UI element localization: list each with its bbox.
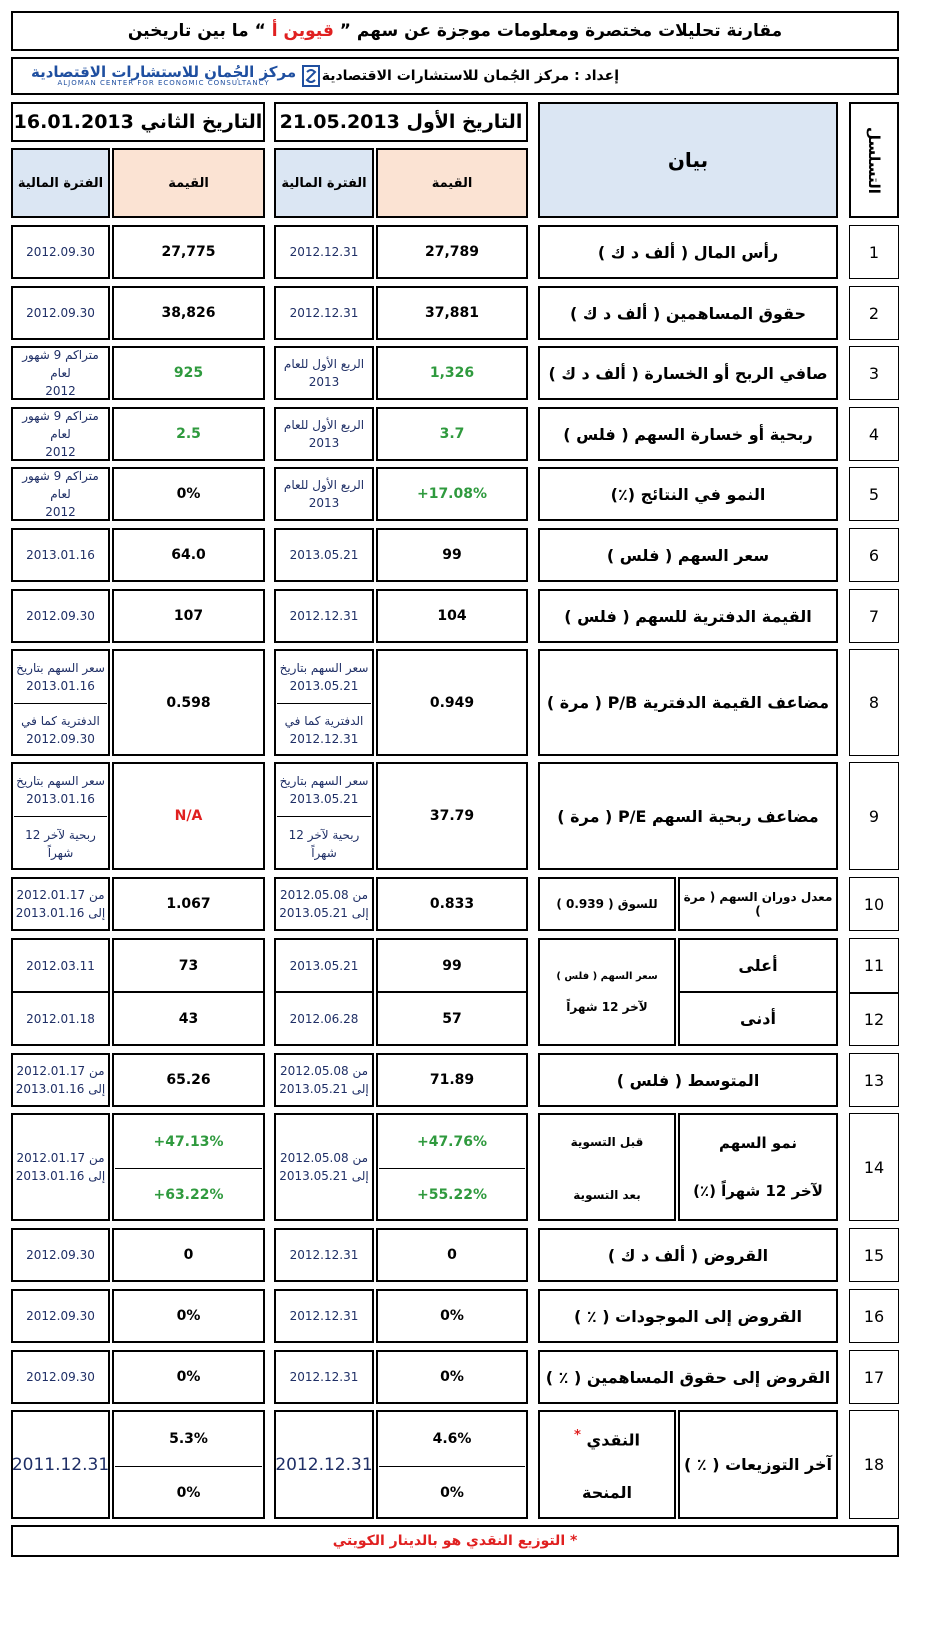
row-10-sub: للسوق ( 0.939 ) (538, 877, 676, 931)
cash-label: النقدي (586, 1430, 640, 1450)
row-10-value-1: 0.833 (376, 877, 528, 931)
row-6-value-1: 99 (376, 528, 528, 582)
row-3-label: صافي الربح أو الخسارة ( ألف د ك ) (538, 346, 838, 400)
row-16-period-1: 2012.12.31 (274, 1289, 374, 1343)
row-15-number: 15 (849, 1228, 899, 1282)
row-9-value-2: N/A (112, 762, 265, 870)
logo-english: ALJOMAN CENTER FOR ECONOMIC CONSULTANCY (57, 79, 270, 87)
row-7-value-2: 107 (112, 589, 265, 643)
row-6-label: سعر السهم ( فلس ) (538, 528, 838, 582)
title-part1: مقارنة تحليلات مختصرة ومعلومات موجزة عن سهم (356, 21, 783, 41)
row-10-value-2: 1.067 (112, 877, 265, 931)
row-3-value-1: 1,326 (376, 346, 528, 400)
row-12-value-2: 43 (112, 991, 265, 1046)
row-17-value-2: 0% (112, 1350, 265, 1404)
row-18-period-1: 2012.12.31 (274, 1410, 374, 1519)
row-10-period-1: من 2012.05.08 إلى 2013.05.21 (274, 877, 374, 931)
row-12-period-1: 2012.06.28 (274, 991, 374, 1046)
header-second-date: التاريخ الثاني 16.01.2013 (11, 102, 265, 142)
header-period-2: الفترة المالية (11, 148, 110, 218)
row-6-value-2: 64.0 (112, 528, 265, 582)
row-7-value-1: 104 (376, 589, 528, 643)
row-1-label: رأس المال ( ألف د ك ) (538, 225, 838, 279)
row-4-period-1: الربع الأول للعام 2013 (274, 407, 374, 461)
row-9-period-1: سعر السهم بتاريخ 2013.05.21 ربحية لآخر 12 شهراً (274, 762, 374, 870)
row-15-value-2: 0 (112, 1228, 265, 1282)
bonus-label: المنحة (582, 1483, 632, 1502)
row-5-number: 5 (849, 467, 899, 521)
row-1-period-1: 2012.12.31 (274, 225, 374, 279)
row-6-period-1: 2013.05.21 (274, 528, 374, 582)
prepared-by-bar (11, 57, 899, 95)
logo (31, 65, 320, 87)
title-quote-open: ” (339, 21, 351, 41)
row-10-period-2: من 2012.01.17 إلى 2013.01.16 (11, 877, 110, 931)
title-part2: ما بين تاريخين (127, 21, 249, 41)
header-value-1: القيمة (376, 148, 528, 218)
row-15-period-1: 2012.12.31 (274, 1228, 374, 1282)
row-5-value-2: 0% (112, 467, 265, 521)
row-3-period-2: متراكم 9 شهور لعام 2012 (11, 346, 110, 400)
row-2-period-1: 2012.12.31 (274, 286, 374, 340)
row-14-period-2: من 2012.01.17 إلى 2013.01.16 (11, 1113, 110, 1221)
row-14-period-1: من 2012.05.08 إلى 2013.05.21 (274, 1113, 374, 1221)
row-1-period-2: 2012.09.30 (11, 225, 110, 279)
row-11-value-2: 73 (112, 938, 265, 993)
row-8-period-2: سعر السهم بتاريخ 2013.01.16 الدفترية كما في 2012.09.30 (11, 649, 110, 756)
title-company: قيوين أ (271, 21, 334, 41)
row-13-value-1: 71.89 (376, 1053, 528, 1107)
row-6-period-2: 2013.01.16 (11, 528, 110, 582)
row-4-value-1: 3.7 (376, 407, 528, 461)
row-2-number: 2 (849, 286, 899, 340)
row-13-value-2: 65.26 (112, 1053, 265, 1107)
row-1-number: 1 (849, 225, 899, 279)
row-16-label: القروض إلى الموجودات ( ٪ ) (538, 1289, 838, 1343)
row-15-label: القروض ( ألف د ك ) (538, 1228, 838, 1282)
row-16-number: 16 (849, 1289, 899, 1343)
row-16-period-2: 2012.09.30 (11, 1289, 110, 1343)
row-12-period-2: 2012.01.18 (11, 991, 110, 1046)
row-18-label: آخر التوزيعات ( ٪ ) (678, 1410, 838, 1519)
row-3-number: 3 (849, 346, 899, 400)
row-4-period-2: متراكم 9 شهور لعام 2012 (11, 407, 110, 461)
row-10-label: معدل دوران السهم ( مرة ) (678, 877, 838, 931)
row-17-period-1: 2012.12.31 (274, 1350, 374, 1404)
row-13-number: 13 (849, 1053, 899, 1107)
row-14-sub: قبل التسوية بعد التسوية (538, 1113, 676, 1221)
row-2-value-2: 38,826 (112, 286, 265, 340)
row-5-value-1: +17.08% (376, 467, 528, 521)
row-2-label: حقوق المساهمين ( ألف د ك ) (538, 286, 838, 340)
row-15-period-2: 2012.09.30 (11, 1228, 110, 1282)
logo-mark-icon (302, 65, 320, 87)
row-13-label: المتوسط ( فلس ) (538, 1053, 838, 1107)
row-17-period-2: 2012.09.30 (11, 1350, 110, 1404)
row-18-value-2: 5.3% 0% (112, 1410, 265, 1519)
logo-arabic: مركز الجُمان للاستشارات الاقتصادية (31, 63, 297, 81)
row-9-number: 9 (849, 762, 899, 870)
row-16-value-1: 0% (376, 1289, 528, 1343)
row-9-label: مضاعف ربحية السهم P/E ( مرة ) (538, 762, 838, 870)
page-title (11, 11, 899, 51)
row-11-value-1: 99 (376, 938, 528, 993)
row-9-period-2: سعر السهم بتاريخ 2013.01.16 ربحية لآخر 12 شهراً (11, 762, 110, 870)
row-3-period-1: الربع الأول للعام 2013 (274, 346, 374, 400)
row-16-value-2: 0% (112, 1289, 265, 1343)
price-12m-group: سعر السهم ( فلس ) لآخر 12 شهراً (538, 938, 676, 1046)
row-14-number: 14 (849, 1113, 899, 1221)
row-5-label: النمو في النتائج (٪) (538, 467, 838, 521)
row-9-value-1: 37.79 (376, 762, 528, 870)
header-first-date: التاريخ الأول 21.05.2013 (274, 102, 528, 142)
row-8-label: مضاعف القيمة الدفترية P/B ( مرة ) (538, 649, 838, 756)
title-quote-close: “ (254, 21, 266, 41)
row-7-period-2: 2012.09.30 (11, 589, 110, 643)
row-10-number: 10 (849, 877, 899, 931)
row-8-value-2: 0.598 (112, 649, 265, 756)
row-18-period-2: 2011.12.31 (11, 1410, 110, 1519)
row-5-period-1: الربع الأول للعام 2013 (274, 467, 374, 521)
row-11-number: 11 (849, 938, 899, 993)
row-14-value-1: +47.76% +55.22% (376, 1113, 528, 1221)
row-7-label: القيمة الدفترية للسهم ( فلس ) (538, 589, 838, 643)
row-18-value-1: 4.6% 0% (376, 1410, 528, 1519)
row-1-value-2: 27,775 (112, 225, 265, 279)
row-2-value-1: 37,881 (376, 286, 528, 340)
row-4-value-2: 2.5 (112, 407, 265, 461)
row-8-number: 8 (849, 649, 899, 756)
row-4-number: 4 (849, 407, 899, 461)
row-7-period-1: 2012.12.31 (274, 589, 374, 643)
header-value-2: القيمة (112, 148, 265, 218)
row-12-label: أدنى (678, 991, 838, 1046)
row-5-period-2: متراكم 9 شهور لعام 2012 (11, 467, 110, 521)
asterisk-marker: * (573, 1428, 581, 1444)
footnote: * التوزيع النقدي هو بالدينار الكويتي (11, 1525, 899, 1557)
row-8-period-1: سعر السهم بتاريخ 2013.05.21 الدفترية كما في 2012.12.31 (274, 649, 374, 756)
row-12-number: 12 (849, 993, 899, 1046)
header-serial: التسلسل (849, 102, 899, 218)
row-8-value-1: 0.949 (376, 649, 528, 756)
header-period-1: الفترة المالية (274, 148, 374, 218)
row-15-value-1: 0 (376, 1228, 528, 1282)
row-13-period-2: من 2012.01.17 إلى 2013.01.16 (11, 1053, 110, 1107)
row-12-value-1: 57 (376, 991, 528, 1046)
prepared-by: إعداد : مركز الجُمان للاستشارات الاقتصادية (321, 68, 619, 84)
row-4-label: ربحية أو خسارة السهم ( فلس ) (538, 407, 838, 461)
row-17-value-1: 0% (376, 1350, 528, 1404)
row-14-label: نمو السهم لآخر 12 شهراً (٪) (678, 1113, 838, 1221)
row-17-label: القروض إلى حقوق المساهمين ( ٪ ) (538, 1350, 838, 1404)
row-18-sub (538, 1410, 676, 1519)
row-7-number: 7 (849, 589, 899, 643)
row-18-number: 18 (849, 1410, 899, 1519)
row-2-period-2: 2012.09.30 (11, 286, 110, 340)
header-statement: بيان (538, 102, 838, 218)
row-3-value-2: 925 (112, 346, 265, 400)
row-1-value-1: 27,789 (376, 225, 528, 279)
row-6-number: 6 (849, 528, 899, 582)
row-14-value-2: +47.13% +63.22% (112, 1113, 265, 1221)
row-11-period-2: 2012.03.11 (11, 938, 110, 993)
row-17-number: 17 (849, 1350, 899, 1404)
row-13-period-1: من 2012.05.08 إلى 2013.05.21 (274, 1053, 374, 1107)
row-11-label: أعلى (678, 938, 838, 993)
row-11-period-1: 2013.05.21 (274, 938, 374, 993)
